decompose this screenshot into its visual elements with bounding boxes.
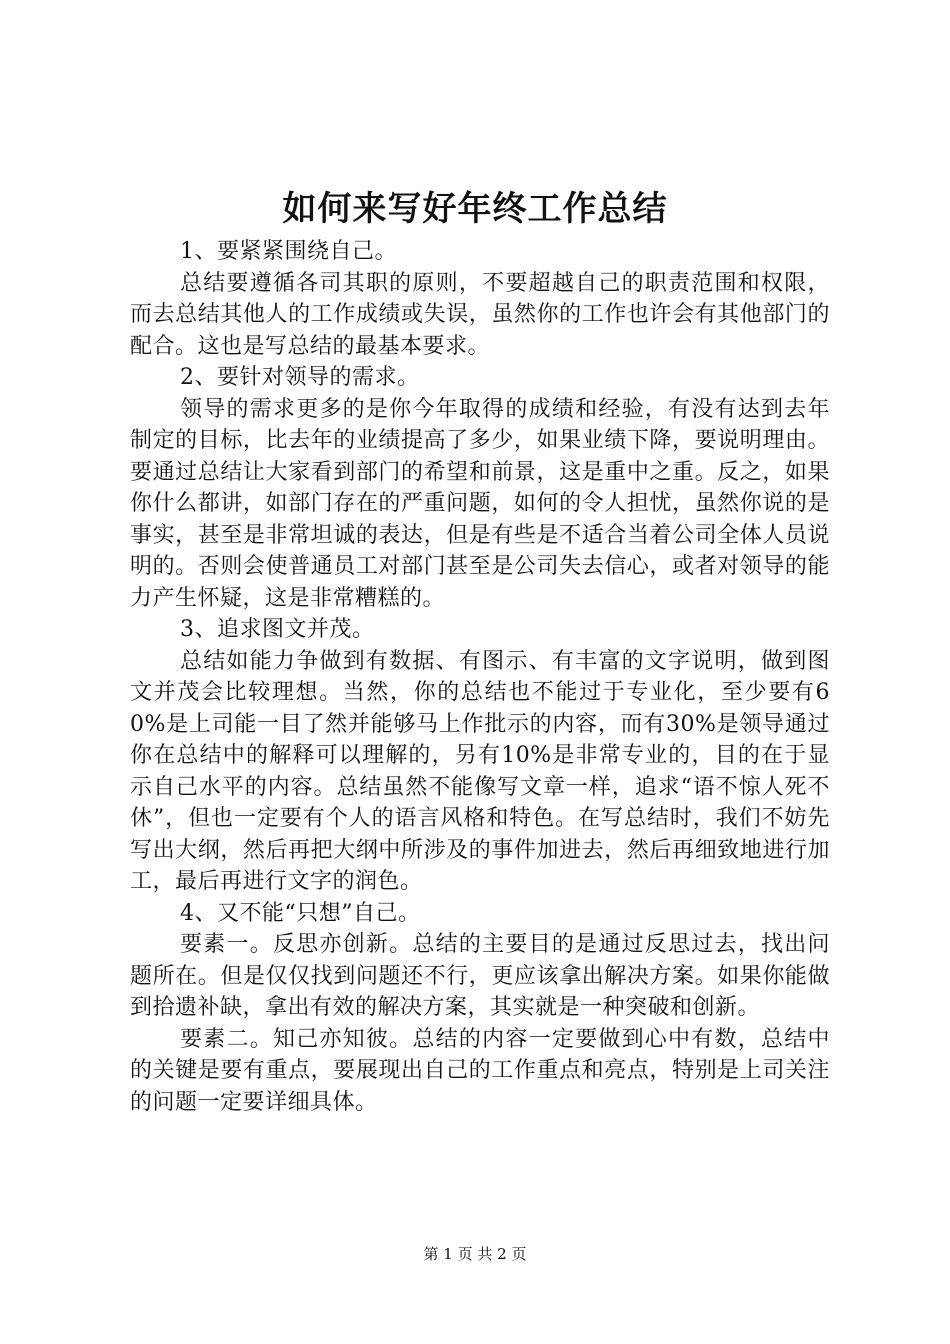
section-heading-4: 4、又不能“只想”自己。 (180, 900, 421, 926)
section-heading-1: 1、要紧紧围绕自己。 (180, 239, 397, 264)
page-number-footer: 第 1 页 共 2 页 (423, 1245, 527, 1263)
paragraph-5: 要素二。知己亦知彼。总结的内容一定要做到心中有数，总结中的关键是要有重点，要展现出自己的工作重点和亮点，特别是上司关注的问题一定要详细具体。 (130, 1026, 830, 1115)
paragraph-2: 领导的需求更多的是你今年取得的成绩和经验，有没有达到去年制定的目标，比去年的业绩提高了多少，如果业绩下降，要说明理由。要通过总结让大家看到部门的希望和前景，这是重中之重。反之，如果你什么都讲，如部门存在的严重问题，如何的令人担忧，虽然你说的是事实，甚至是非常坦诚的表达，但是有些是不适合当着公司全体人员说明的。否则会使普通员工对部门甚至是公司失去信心，或者对领导的能力产生怀疑，这是非常糟糕的。 (130, 396, 830, 611)
document-body (130, 236, 830, 1118)
paragraph-1: 总结要遵循各司其职的原则，不要超越自己的职责范围和权限，而去总结其他人的工作成绩或失误，虽然你的工作也许会有其他部门的配合。这也是写总结的最基本要求。 (130, 270, 830, 359)
section-heading-2: 2、要针对领导的需求。 (180, 365, 420, 390)
paragraph-3: 总结如能力争做到有数据、有图示、有丰富的文字说明，做到图文并茂会比较理想。当然，你的总结也不能过于专业化，至少要有60%是上司能一目了然并能够马上作批示的内容，而有30%是领导通过你在总结中的解释可以理解的，另有10%是非常专业的，目的在于显示自己水平的内容。总结虽然不能像写文章一样，追求“语不惊人死不休”，但也一定要有个人的语言风格和特色。在写总结时，我们不妨先写出大纲，然后再把大纲中所涉及的事件加进去，然后再细致地进行加工，最后再进行文字的润色。 (130, 648, 830, 894)
document-title: 如何来写好年终工作总结 (282, 189, 668, 229)
paragraph-4: 要素一。反思亦创新。总结的主要目的是通过反思过去，找出问题所在。但是仅仅找到问题还不行，更应该拿出解决方案。如果你能做到拾遗补缺，拿出有效的解决方案，其实就是一种突破和创新。 (130, 932, 830, 1020)
section-heading-3: 3、追求图文并茂。 (180, 617, 375, 642)
